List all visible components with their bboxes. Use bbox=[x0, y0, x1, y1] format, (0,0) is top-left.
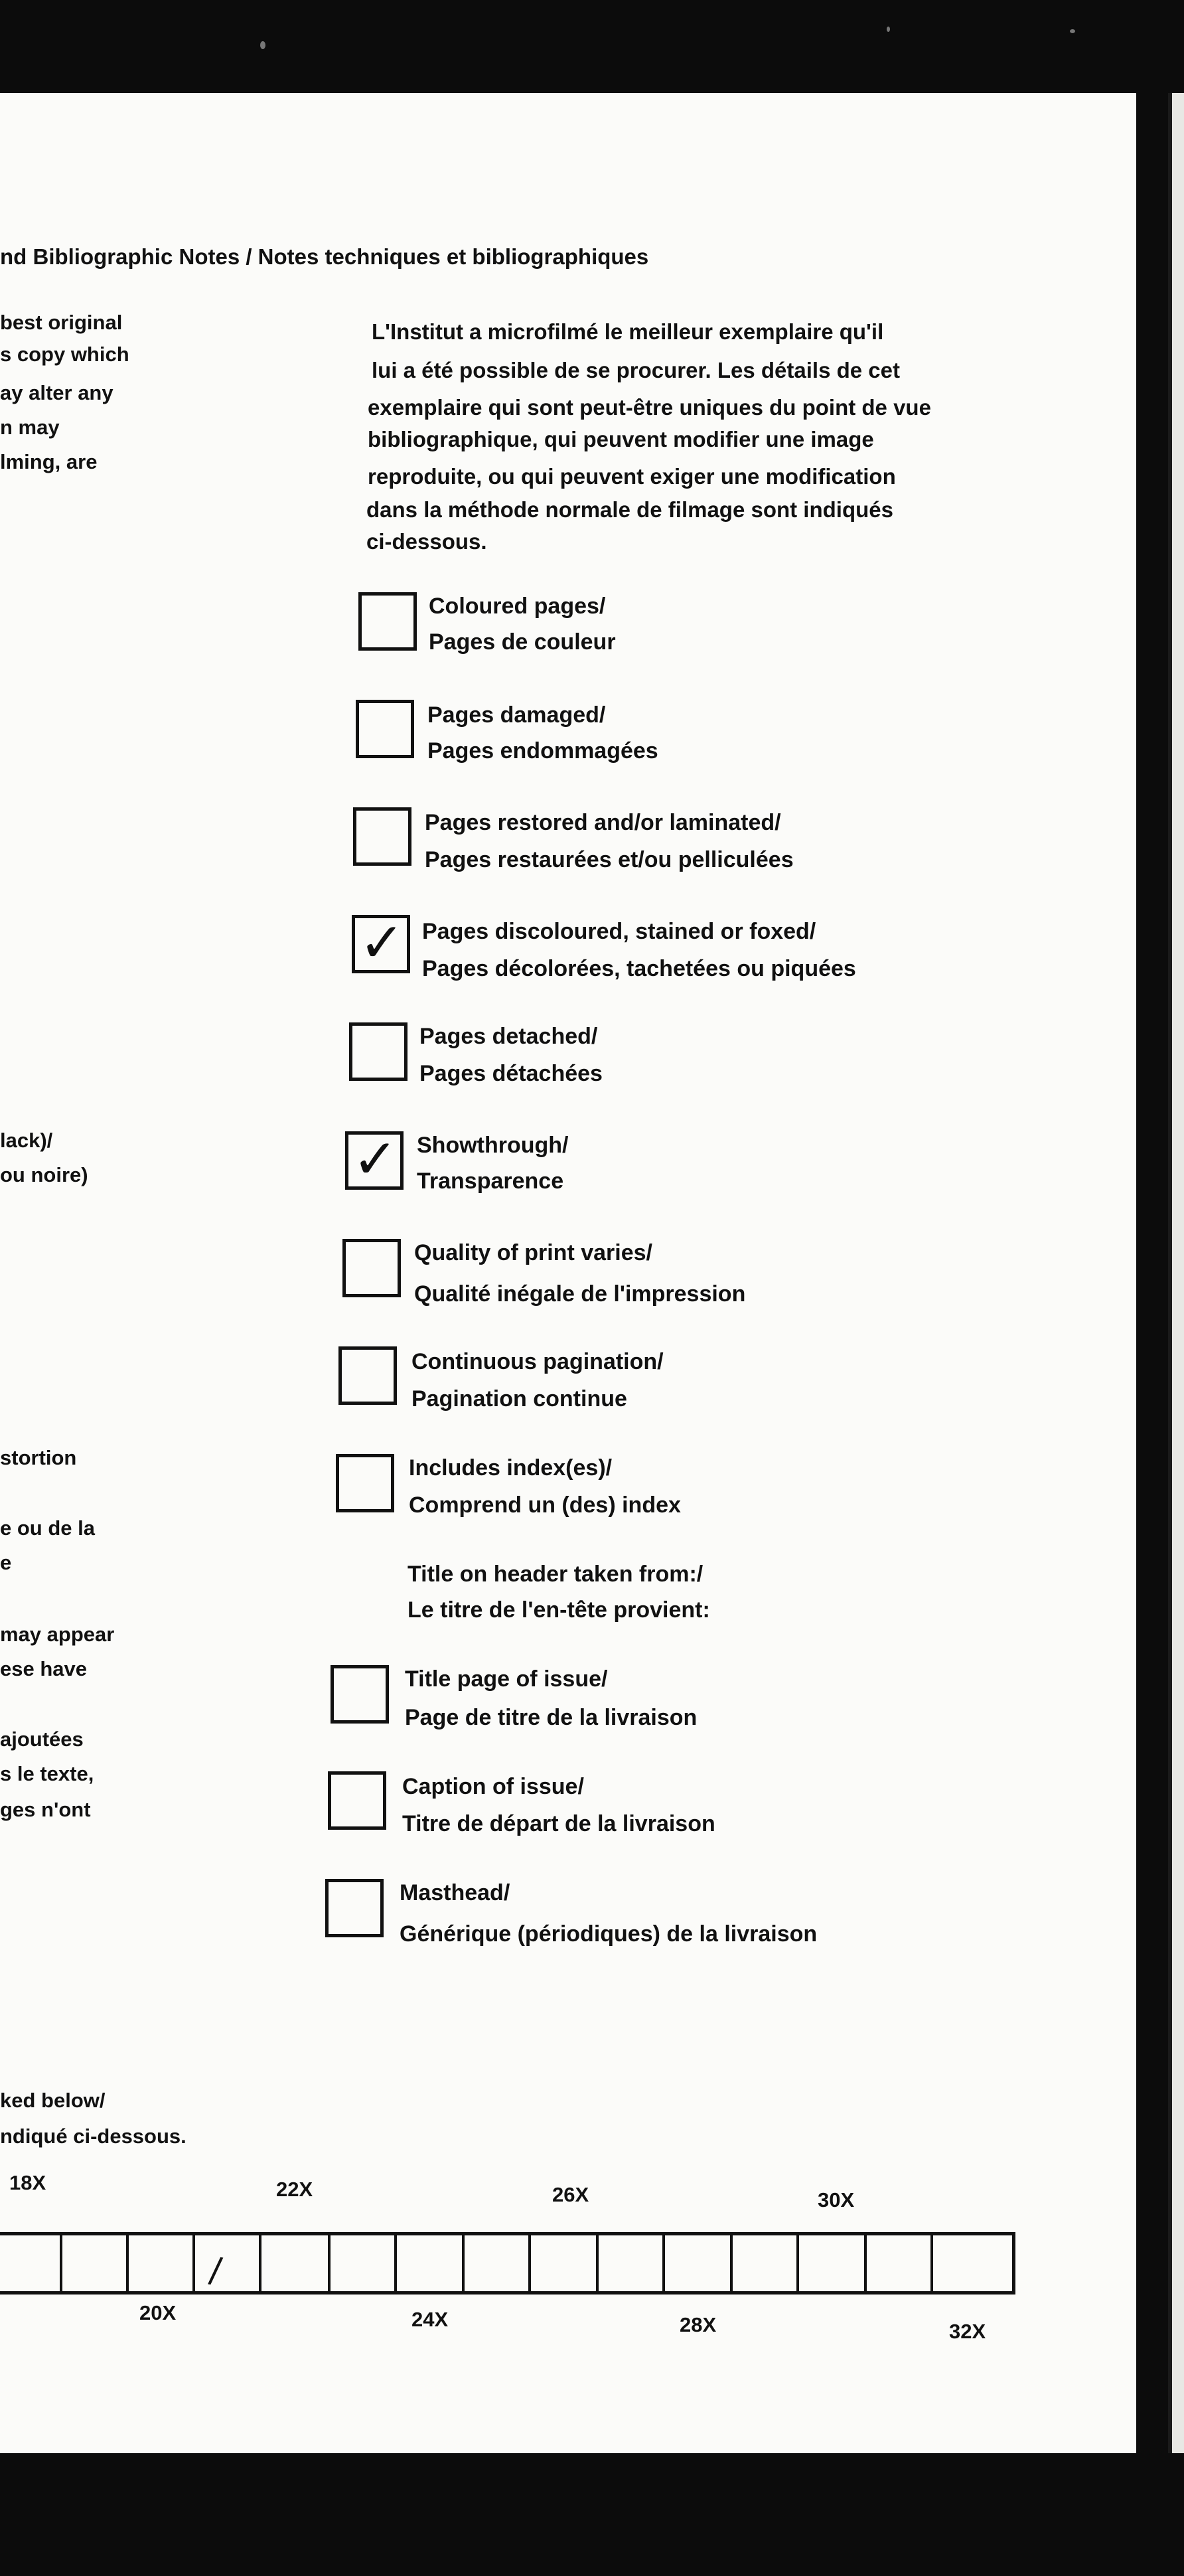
header-note-en: Title on header taken from:/ bbox=[407, 1562, 703, 1587]
left-fragment: s le texte, bbox=[0, 1762, 94, 1785]
left-fragment: may appear bbox=[0, 1623, 115, 1646]
label-continuous-pagination-en: Continuous pagination/ bbox=[411, 1349, 664, 1374]
label-includes-index-en: Includes index(es)/ bbox=[409, 1455, 613, 1481]
reduction-ratio-scale bbox=[0, 2232, 1015, 2294]
left-fragment: ese have bbox=[0, 1657, 87, 1680]
left-fragment: s copy which bbox=[0, 343, 129, 366]
scale-cell bbox=[328, 2235, 397, 2291]
label-showthrough-en: Showthrough/ bbox=[417, 1133, 569, 1158]
left-fragment: stortion bbox=[0, 1446, 77, 1469]
checkbox-quality-print[interactable] bbox=[342, 1239, 401, 1297]
label-pages-damaged-en: Pages damaged/ bbox=[427, 702, 606, 728]
left-fragment: e bbox=[0, 1551, 12, 1574]
label-pages-damaged-fr: Pages endommagées bbox=[427, 738, 658, 764]
label-pages-detached-fr: Pages détachées bbox=[419, 1061, 603, 1086]
label-title-page-fr: Page de titre de la livraison bbox=[405, 1705, 698, 1730]
header-note-fr: Le titre de l'en-tête provient: bbox=[407, 1597, 710, 1623]
left-fragment: lack)/ bbox=[0, 1129, 53, 1152]
intro-line: reproduite, ou qui peuvent exiger une modification bbox=[368, 464, 896, 489]
left-fragment: ay alter any bbox=[0, 381, 113, 404]
scale-cell bbox=[528, 2235, 599, 2291]
label-coloured-pages-en: Coloured pages/ bbox=[429, 594, 606, 619]
checkbox-pages-restored[interactable] bbox=[353, 807, 411, 866]
scale-cell bbox=[462, 2235, 531, 2291]
intro-line: bibliographique, qui peuvent modifier une image bbox=[368, 427, 874, 451]
checkbox-title-page-of-issue[interactable] bbox=[331, 1665, 389, 1724]
checkbox-masthead[interactable] bbox=[325, 1879, 384, 1937]
scale-mark: / bbox=[206, 2250, 224, 2291]
intro-line: lui a été possible de se procurer. Les détails de cet bbox=[372, 358, 900, 382]
label-masthead-fr: Générique (périodiques) de la livraison bbox=[400, 1921, 818, 1947]
label-pages-detached-en: Pages detached/ bbox=[419, 1024, 598, 1049]
dust-speck bbox=[260, 41, 265, 49]
scale-cell bbox=[394, 2235, 465, 2291]
label-showthrough-fr: Transparence bbox=[417, 1168, 564, 1194]
label-masthead-en: Masthead/ bbox=[400, 1880, 510, 1905]
scale-label-18x: 18X bbox=[9, 2171, 46, 2194]
checkmark-icon: ✓ bbox=[359, 912, 405, 975]
label-pages-restored-fr: Pages restaurées et/ou pelliculées bbox=[425, 847, 794, 872]
intro-line: exemplaire qui sont peut-être uniques du point de vue bbox=[368, 395, 931, 420]
checkbox-caption-of-issue[interactable] bbox=[328, 1771, 386, 1830]
label-caption-en: Caption of issue/ bbox=[402, 1774, 584, 1799]
label-pages-discoloured-fr: Pages décolorées, tachetées ou piquées bbox=[422, 956, 856, 981]
checkbox-pages-discoloured[interactable] bbox=[352, 912, 410, 975]
intro-line: dans la méthode normale de filmage sont indiqués bbox=[366, 497, 893, 522]
checkbox-continuous-pagination[interactable] bbox=[338, 1346, 397, 1405]
dust-speck bbox=[887, 27, 890, 32]
label-pages-restored-en: Pages restored and/or laminated/ bbox=[425, 810, 781, 835]
scale-label-22x: 22X bbox=[276, 2178, 313, 2201]
label-continuous-pagination-fr: Pagination continue bbox=[411, 1386, 627, 1411]
left-fragment: ges n'ont bbox=[0, 1798, 91, 1821]
scale-cell bbox=[662, 2235, 733, 2291]
scale-label-28x: 28X bbox=[680, 2313, 717, 2336]
scale-label-32x: 32X bbox=[949, 2320, 986, 2343]
scale-cell bbox=[0, 2235, 62, 2291]
label-title-page-en: Title page of issue/ bbox=[405, 1666, 608, 1692]
scale-cell bbox=[192, 2235, 261, 2291]
scale-label-24x: 24X bbox=[411, 2308, 449, 2331]
left-fragment: n may bbox=[0, 416, 60, 439]
left-fragment: lming, are bbox=[0, 450, 98, 473]
left-fragment: best original bbox=[0, 311, 123, 334]
checkbox-coloured-pages[interactable] bbox=[358, 592, 417, 651]
scale-label-20x: 20X bbox=[139, 2301, 177, 2324]
left-fragment: ajoutées bbox=[0, 1728, 84, 1751]
scale-label-30x: 30X bbox=[818, 2188, 855, 2212]
intro-line: ci-dessous. bbox=[366, 529, 487, 554]
label-coloured-pages-fr: Pages de couleur bbox=[429, 629, 616, 655]
intro-line: L'Institut a microfilmé le meilleur exemplaire qu'il bbox=[372, 319, 884, 344]
label-includes-index-fr: Comprend un (des) index bbox=[409, 1492, 681, 1518]
left-fragment: ou noire) bbox=[0, 1163, 88, 1186]
checkbox-includes-index[interactable] bbox=[336, 1454, 394, 1512]
left-fragment: ked below/ bbox=[0, 2089, 106, 2112]
scale-cell bbox=[60, 2235, 129, 2291]
checkbox-pages-detached[interactable] bbox=[349, 1022, 407, 1081]
scale-cell bbox=[796, 2235, 867, 2291]
left-fragment: ndiqué ci-dessous. bbox=[0, 2125, 186, 2148]
label-quality-print-en: Quality of print varies/ bbox=[414, 1240, 652, 1265]
page-heading: nd Bibliographic Notes / Notes techniques et bibliographiques bbox=[0, 244, 649, 269]
dust-speck bbox=[1070, 29, 1075, 33]
scale-cell bbox=[864, 2235, 933, 2291]
page-edge-strip bbox=[1168, 93, 1184, 2453]
scale-cell bbox=[259, 2235, 331, 2291]
label-caption-fr: Titre de départ de la livraison bbox=[402, 1811, 715, 1836]
scale-label-26x: 26X bbox=[552, 2183, 589, 2206]
scale-cell bbox=[596, 2235, 665, 2291]
left-fragment: e ou de la bbox=[0, 1516, 95, 1540]
scale-cell bbox=[730, 2235, 799, 2291]
checkmark-icon: ✓ bbox=[352, 1128, 398, 1191]
checkbox-pages-damaged[interactable] bbox=[356, 700, 414, 758]
label-pages-discoloured-en: Pages discoloured, stained or foxed/ bbox=[422, 919, 816, 944]
label-quality-print-fr: Qualité inégale de l'impression bbox=[414, 1281, 746, 1307]
checkbox-showthrough[interactable] bbox=[345, 1128, 404, 1191]
scale-cell bbox=[126, 2235, 195, 2291]
